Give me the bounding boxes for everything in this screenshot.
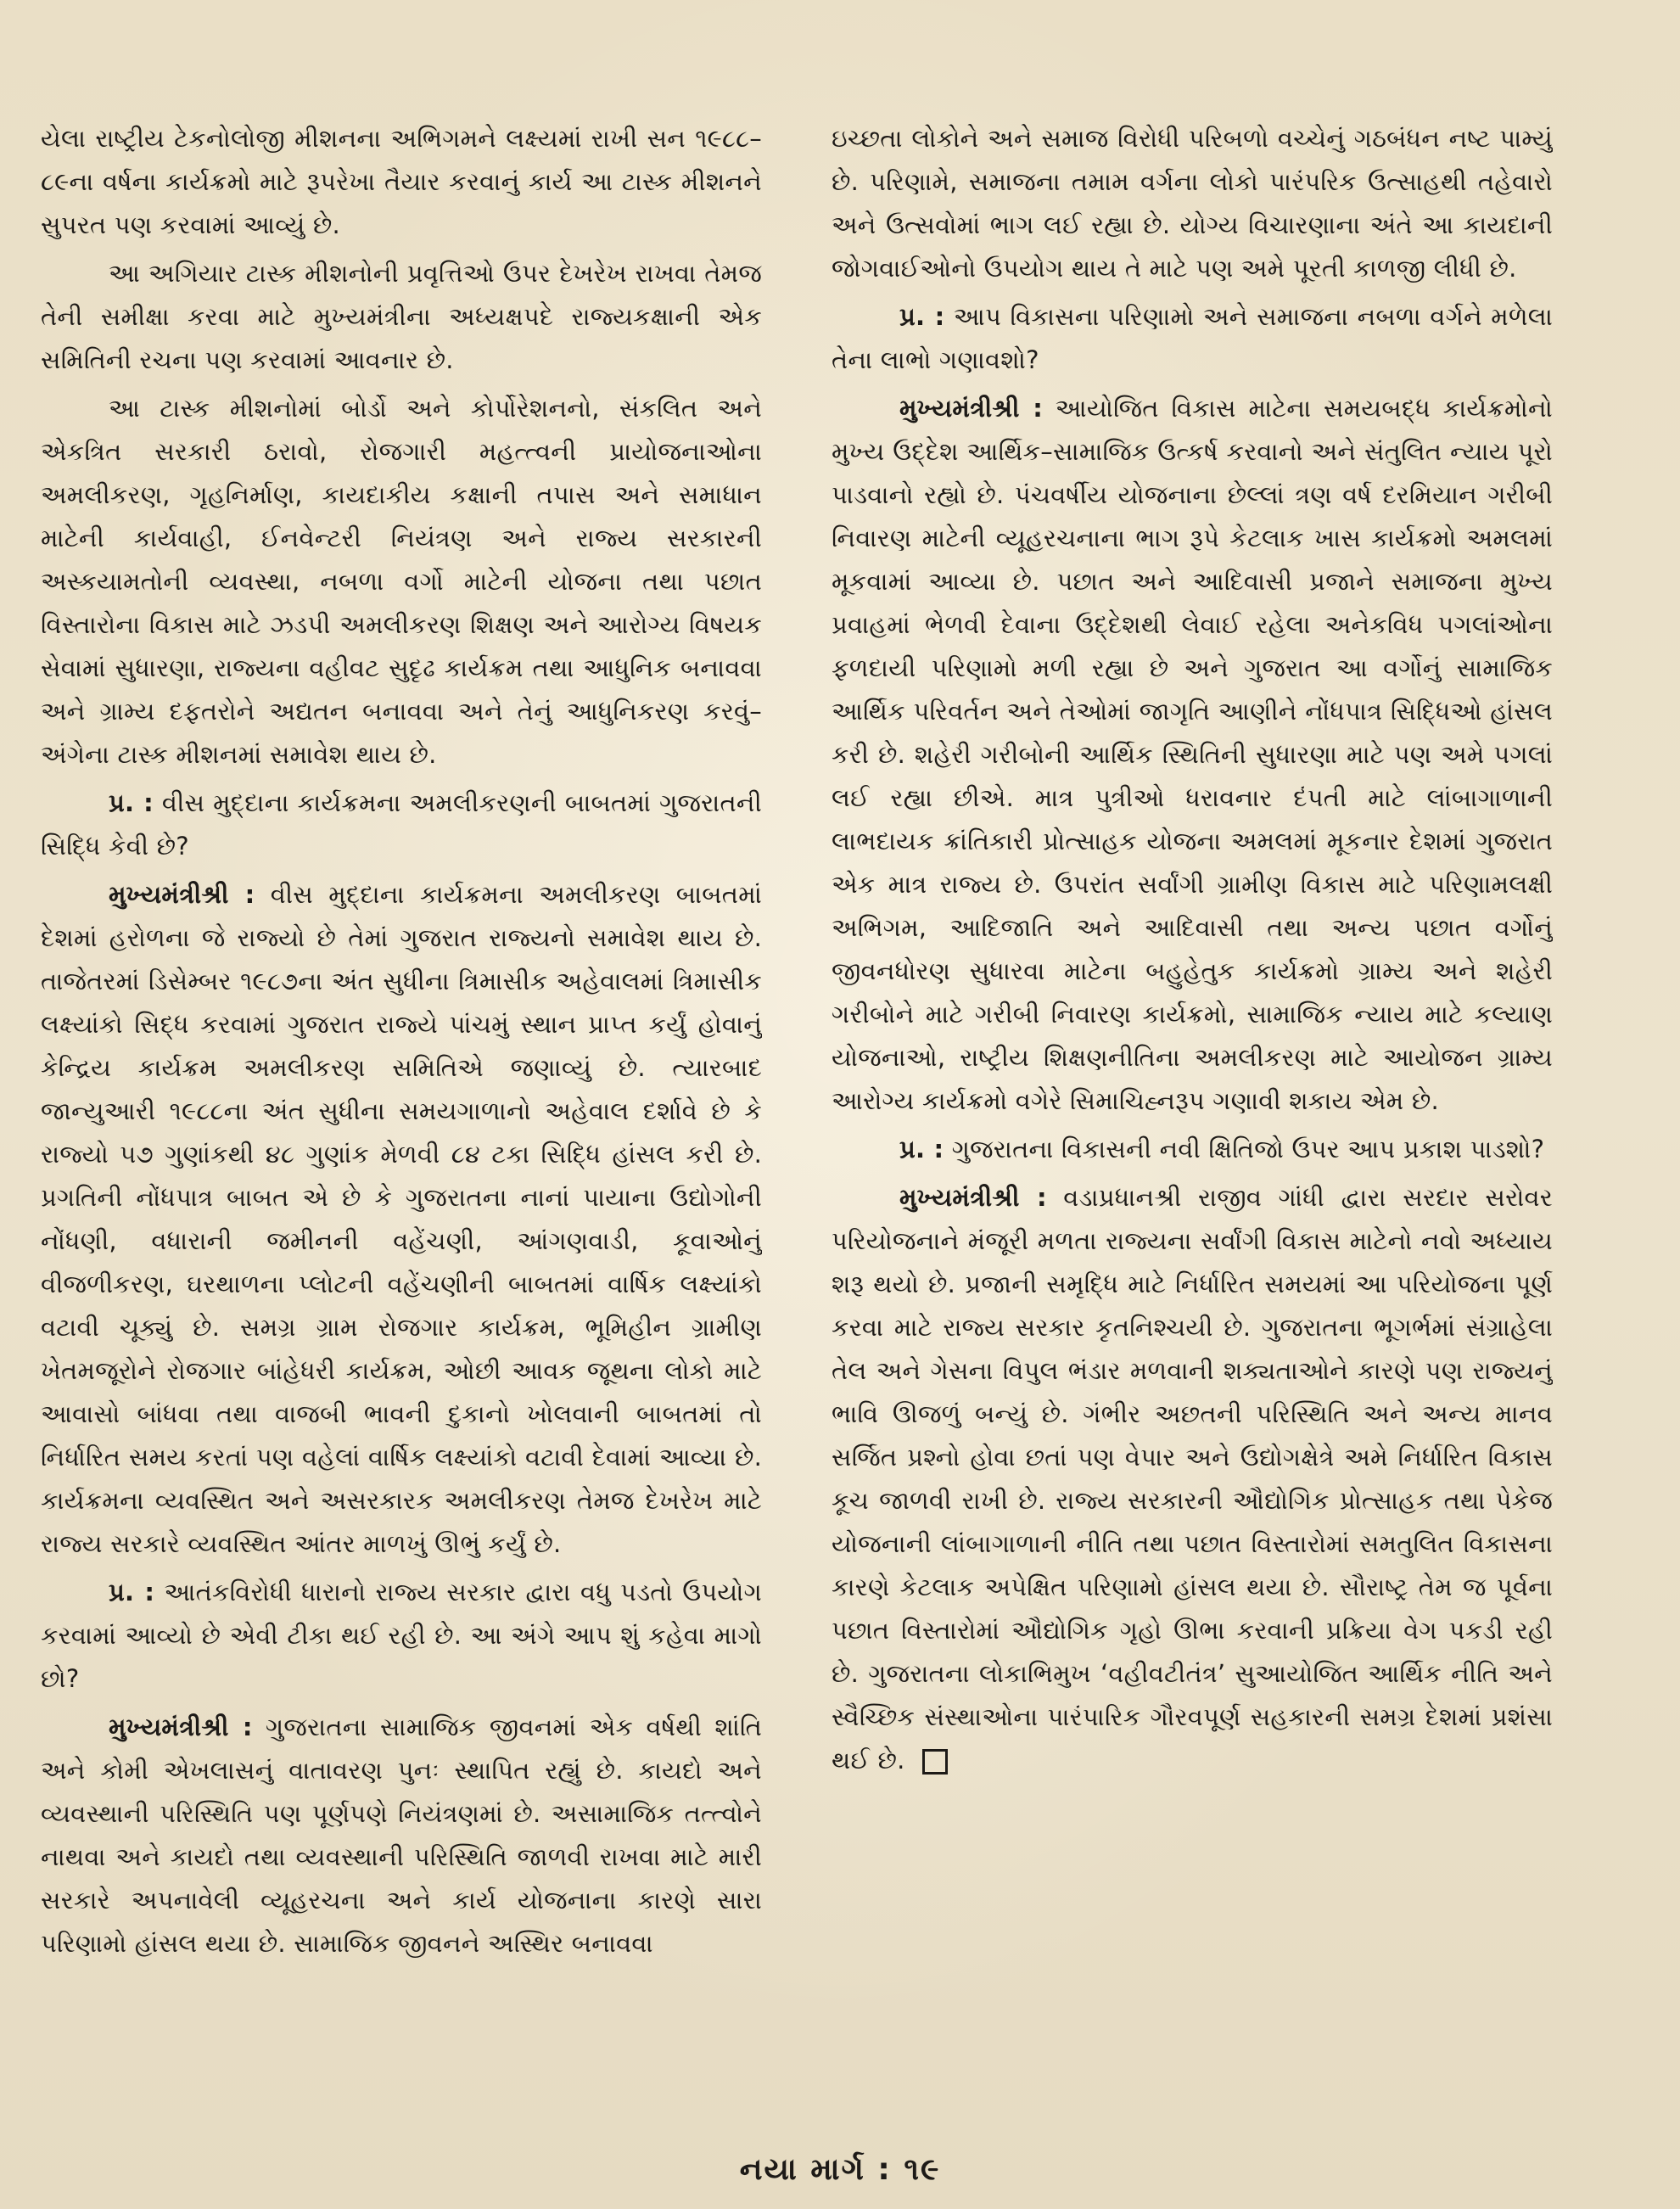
- page-footer: નયા માર્ગ : ૧૯: [739, 2152, 941, 2187]
- question-label: પ્ર. :: [899, 1135, 944, 1163]
- speaker-label: મુખ્યમંત્રીશ્રી :: [109, 880, 255, 909]
- paragraph-text: યેલા રાષ્ટ્રીય ટેકનોલોજી મીશનના અભિગમને લક્ષ્યમાં રાખી સન ૧૯૮૮–૮૯ના વર્ષના કાર્યક્રમો માટે રૂપરેખા તૈયાર કરવાનું કાર્ય આ ટાસ્ક મીશનને સુપરત પણ કરવામાં આવ્યું છે.: [41, 124, 762, 239]
- body-paragraph: [832, 117, 1553, 290]
- question-paragraph: [41, 782, 762, 868]
- answer-paragraph: [41, 873, 762, 1566]
- body-paragraph: [41, 387, 762, 777]
- paragraph-text: વીસ મુદ્દાના કાર્યક્રમના અમલીકરણની બાબતમાં ગુજરાતની સિદ્ધિ કેવી છે?: [41, 788, 762, 861]
- paragraph-text: ગુજરાતના વિકાસની નવી ક્ષિતિજો ઉપર આપ પ્રકાશ પાડશો?: [944, 1135, 1545, 1163]
- paragraph-text: આપ વિકાસના પરિણામો અને સમાજના નબળા વર્ગને મળેલા તેના લાભો ગણાવશો?: [832, 302, 1553, 374]
- question-paragraph: [832, 295, 1553, 382]
- paragraph-text: ઇચ્છતા લોકોને અને સમાજ વિરોધી પરિબળો વચ્ચેનું ગઠબંધન નષ્ટ પામ્યું છે. પરિણામે, સમાજના તમામ વર્ગના લોકો પારંપરિક ઉત્સાહથી તહેવારો અને ઉત્સવોમાં ભાગ લઈ રહ્યા છે. યોગ્ય વિચારણાના અંતે આ કાયદાની જોગવાઈઓનો ઉપયોગ થાય તે માટે પણ અમે પૂરતી કાળજી લીધી છે.: [832, 124, 1553, 283]
- paragraph-text: આ ટાસ્ક મીશનોમાં બોર્ડો અને કોર્પોરેશનનો, સંકલિત અને એકત્રિત સરકારી ઠરાવો, રોજગારી મહત્ત્વની પ્રાયોજનાઓના અમલીકરણ, ગૃહનિર્માણ, કાયદાકીય કક્ષાની તપાસ અને સમાધાન માટેની કાર્યવાહી, ઈનવેન્ટરી નિયંત્રણ અને રાજ્ય સરકારની અસ્કયામતોની વ્યવસ્થા, નબળા વર્ગો માટેની યોજના તથા પછાત વિસ્તારોના વિકાસ માટે ઝડપી અમલીકરણ શિક્ષણ અને આરોગ્ય વિષયક સેવામાં સુધારણા, રાજ્યના વહીવટ સુદૃઢ કાર્યક્રમ તથા આધુનિક બનાવવા અને ગ્રામ્ય દફતરોને અદ્યતન બનાવવા અને તેનું આધુનિકરણ કરવું–અંગેના ટાસ્ક મીશનમાં સમાવેશ થાય છે.: [41, 394, 762, 769]
- paragraph-text: વીસ મુદ્દાના કાર્યક્રમના અમલીકરણ બાબતમાં દેશમાં હરોળના જે રાજ્યો છે તેમાં ગુજરાત રાજ્યનો સમાવેશ થાય છે. તાજેતરમાં ડિસેમ્બર ૧૯૮૭ના અંત સુધીના ત્રિમાસીક અહેવાલમાં ત્રિમાસીક લક્ષ્યાંકો સિદ્ધ કરવામાં ગુજરાત રાજ્યે પાંચમું સ્થાન પ્રાપ્ત કર્યું હોવાનું કેન્દ્રિય કાર્યક્રમ અમલીકરણ સમિતિએ જણાવ્યું છે. ત્યારબાદ જાન્યુઆરી ૧૯૮૮ના અંત સુધીના સમયગાળાનો અહેવાલ દર્શાવે છે કે રાજ્યો ૫૭ ગુણાંકથી ૪૮ ગુણાંક મેળવી ૮૪ ટકા સિદ્ધિ હાંસલ કરી છે. પ્રગતિની નોંધપાત્ર બાબત એ છે કે ગુજરાતના નાનાં પાયાના ઉદ્યોગોની નોંધણી, વધારાની જમીનની વહેંચણી, આંગણવાડી, કૂવાઓનું વીજળીકરણ, ઘરથાળના પ્લોટની વહેંચણીની બાબતમાં વાર્ષિક લક્ષ્યાંકો વટાવી ચૂક્યું છે. સમગ્ર ગ્રામ રોજગાર કાર્યક્રમ, ભૂમિહીન ગ્રામીણ ખેતમજૂરોને રોજગાર બાંહેધરી કાર્યક્રમ, ઓછી આવક જૂથના લોકો માટે આવાસો બાંધવા તથા વાજબી ભાવની દુકાનો ખોલવાની બાબતમાં તો નિર્ધારિત સમય કરતાં પણ વહેલાં વાર્ષિક લક્ષ્યાંકો વટાવી દેવામાં આવ્યા છે. કાર્યક્રમના વ્યવસ્થિત અને અસરકારક અમલીકરણ તેમજ દેખરેખ માટે રાજ્ય સરકારે વ્યવસ્થિત આંતર માળખું ઊભું કર્યું છે.: [41, 880, 762, 1558]
- left-column: [41, 117, 762, 2069]
- end-of-article-icon: [922, 1749, 948, 1774]
- answer-paragraph: [832, 1176, 1553, 1782]
- paragraph-text: આયોજિત વિકાસ માટેના સમયબદ્ધ કાર્યક્રમોનો મુખ્ય ઉદ્દેશ આર્થિક–સામાજિક ઉત્કર્ષ કરવાનો અને સંતુલિત ન્યાય પૂરો પાડવાનો રહ્યો છે. પંચવર્ષીય યોજનાના છેલ્લાં ત્રણ વર્ષ દરમિયાન ગરીબી નિવારણ માટેની વ્યૂહરચનાના ભાગ રૂપે કેટલાક ખાસ કાર્યક્રમો અમલમાં મૂકવામાં આવ્યા છે. પછાત અને આદિવાસી પ્રજાને સમાજના મુખ્ય પ્રવાહમાં ભેળવી દેવાના ઉદ્દેશથી લેવાઈ રહેલા અનેકવિધ પગલાંઓના ફળદાયી પરિણામો મળી રહ્યા છે અને ગુજરાત આ વર્ગોનું સામાજિક આર્થિક પરિવર્તન અને તેઓમાં જાગૃતિ આણીને નોંધપાત્ર સિદ્ધિઓ હાંસલ કરી છે. શહેરી ગરીબોની આર્થિક સ્થિતિની સુધારણા માટે પણ અમે પગલાં લઈ રહ્યા છીએ. માત્ર પુત્રીઓ ધરાવનાર દંપતી માટે લાંબાગાળાની લાભદાયક ક્રાંતિકારી પ્રોત્સાહક યોજના અમલમાં મૂકનાર દેશમાં ગુજરાત એક માત્ર રાજ્ય છે. ઉપરાંત સર્વાંગી ગ્રામીણ વિકાસ માટે પરિણામલક્ષી અભિગમ, આદિજાતિ અને આદિવાસી તથા અન્ય પછાત વર્ગોનું જીવનધોરણ સુધારવા માટેના બહુહેતુક કાર્યક્રમો ગ્રામ્ય અને શહેરી ગરીબોને માટે ગરીબી નિવારણ કાર્યક્રમો, સામાજિક ન્યાય માટે કલ્યાણ યોજનાઓ, રાષ્ટ્રીય શિક્ષણનીતિના અમલીકરણ માટે આયોજન ગ્રામ્ય આરોગ્ય કાર્યક્રમો વગેરે સિમાચિહ્નરૂપ ગણાવી શકાય એમ છે.: [832, 394, 1553, 1115]
- question-paragraph: [832, 1128, 1553, 1171]
- paragraph-text: આ અગિયાર ટાસ્ક મીશનોની પ્રવૃત્તિઓ ઉપર દેખરેખ રાખવા તેમજ તેની સમીક્ષા કરવા માટે મુખ્યમંત્રીના અધ્યક્ષપદે રાજ્યકક્ષાની એક સમિતિની રચના પણ કરવામાં આવનાર છે.: [41, 259, 762, 374]
- body-paragraph: [41, 252, 762, 382]
- paragraph-text: આતંકવિરોધી ધારાનો રાજ્ય સરકાર દ્વારા વધુ પડતો ઉપયોગ કરવામાં આવ્યો છે એવી ટીકા થઈ રહી છે. આ અંગે આપ શું કહેવા માગો છો?: [41, 1578, 762, 1693]
- speaker-label: મુખ્યમંત્રીશ્રી :: [109, 1713, 253, 1741]
- paragraph-text: વડાપ્રધાનશ્રી રાજીવ ગાંધી દ્વારા સરદાર સરોવર પરિયોજનાને મંજૂરી મળતા રાજ્યના સર્વાંગી વિકાસ માટેનો નવો અધ્યાય શરૂ થયો છે. પ્રજાની સમૃદ્ધિ માટે નિર્ધારિત સમયમાં આ પરિયોજના પૂર્ણ કરવા માટે રાજ્ય સરકાર કૃતનિશ્ચયી છે. ગુજરાતના ભૂગર્ભમાં સંગ્રાહેલા તેલ અને ગેસના વિપુલ ભંડાર મળવાની શક્યતાઓને કારણે પણ રાજ્યનું ભાવિ ઊજળું બન્યું છે. ગંભીર અછતની પરિસ્થિતિ અને અન્ય માનવ સર્જિત પ્રશ્નો હોવા છતાં પણ વેપાર અને ઉદ્યોગક્ષેત્રે અમે નિર્ધારિત વિકાસ કૂચ જાળવી રાખી છે. રાજ્ય સરકારની ઔદ્યોગિક પ્રોત્સાહક તથા પેકેજ યોજનાની લાંબાગાળાની નીતિ તથા પછાત વિસ્તારોમાં સમતુલિત વિકાસના કારણે કેટલાક અપેક્ષિત પરિણામો હાંસલ થયા છે. સૌરાષ્ટ્ર તેમ જ પૂર્વના પછાત વિસ્તારોમાં ઔદ્યોગિક ગૃહો ઊભા કરવાની પ્રક્રિયા વેગ પકડી રહી છે. ગુજરાતના લોકાભિમુખ ‘વહીવટીતંત્ર’ સુઆયોજિત આર્થિક નીતિ અને સ્વૈચ્છિક સંસ્થાઓના પારંપારિક ગૌરવપૂર્ણ સહકારની સમગ્ર દેશમાં પ્રશંસા થઈ છે.: [832, 1183, 1553, 1774]
- question-paragraph: [41, 1571, 762, 1701]
- question-label: પ્ર. :: [109, 788, 154, 817]
- answer-paragraph: [41, 1706, 762, 1965]
- question-label: પ્ર. :: [899, 302, 945, 331]
- answer-paragraph: [832, 387, 1553, 1123]
- body-paragraph: [41, 117, 762, 247]
- speaker-label: મુખ્યમંત્રીશ્રી :: [899, 1183, 1047, 1212]
- right-column: [832, 117, 1553, 2069]
- question-label: પ્ર. :: [109, 1578, 155, 1606]
- paragraph-text: ગુજરાતના સામાજિક જીવનમાં એક વર્ષથી શાંતિ અને કોમી એખલાસનું વાતાવરણ પુનઃ સ્થાપિત રહ્યું છે. કાયદો અને વ્યવસ્થાની પરિસ્થિતિ પણ પૂર્ણપણે નિયંત્રણમાં છે. અસામાજિક તત્ત્વોને નાથવા અને કાયદો તથા વ્યવસ્થાની પરિસ્થિતિ જાળવી રાખવા માટે મારી સરકારે અપનાવેલી વ્યૂહરચના અને કાર્ય યોજનાના કારણે સારા પરિણામો હાંસલ થયા છે. સામાજિક જીવનને અસ્થિર બનાવવા: [41, 1713, 762, 1958]
- speaker-label: મુખ્યમંત્રીશ્રી :: [899, 394, 1044, 423]
